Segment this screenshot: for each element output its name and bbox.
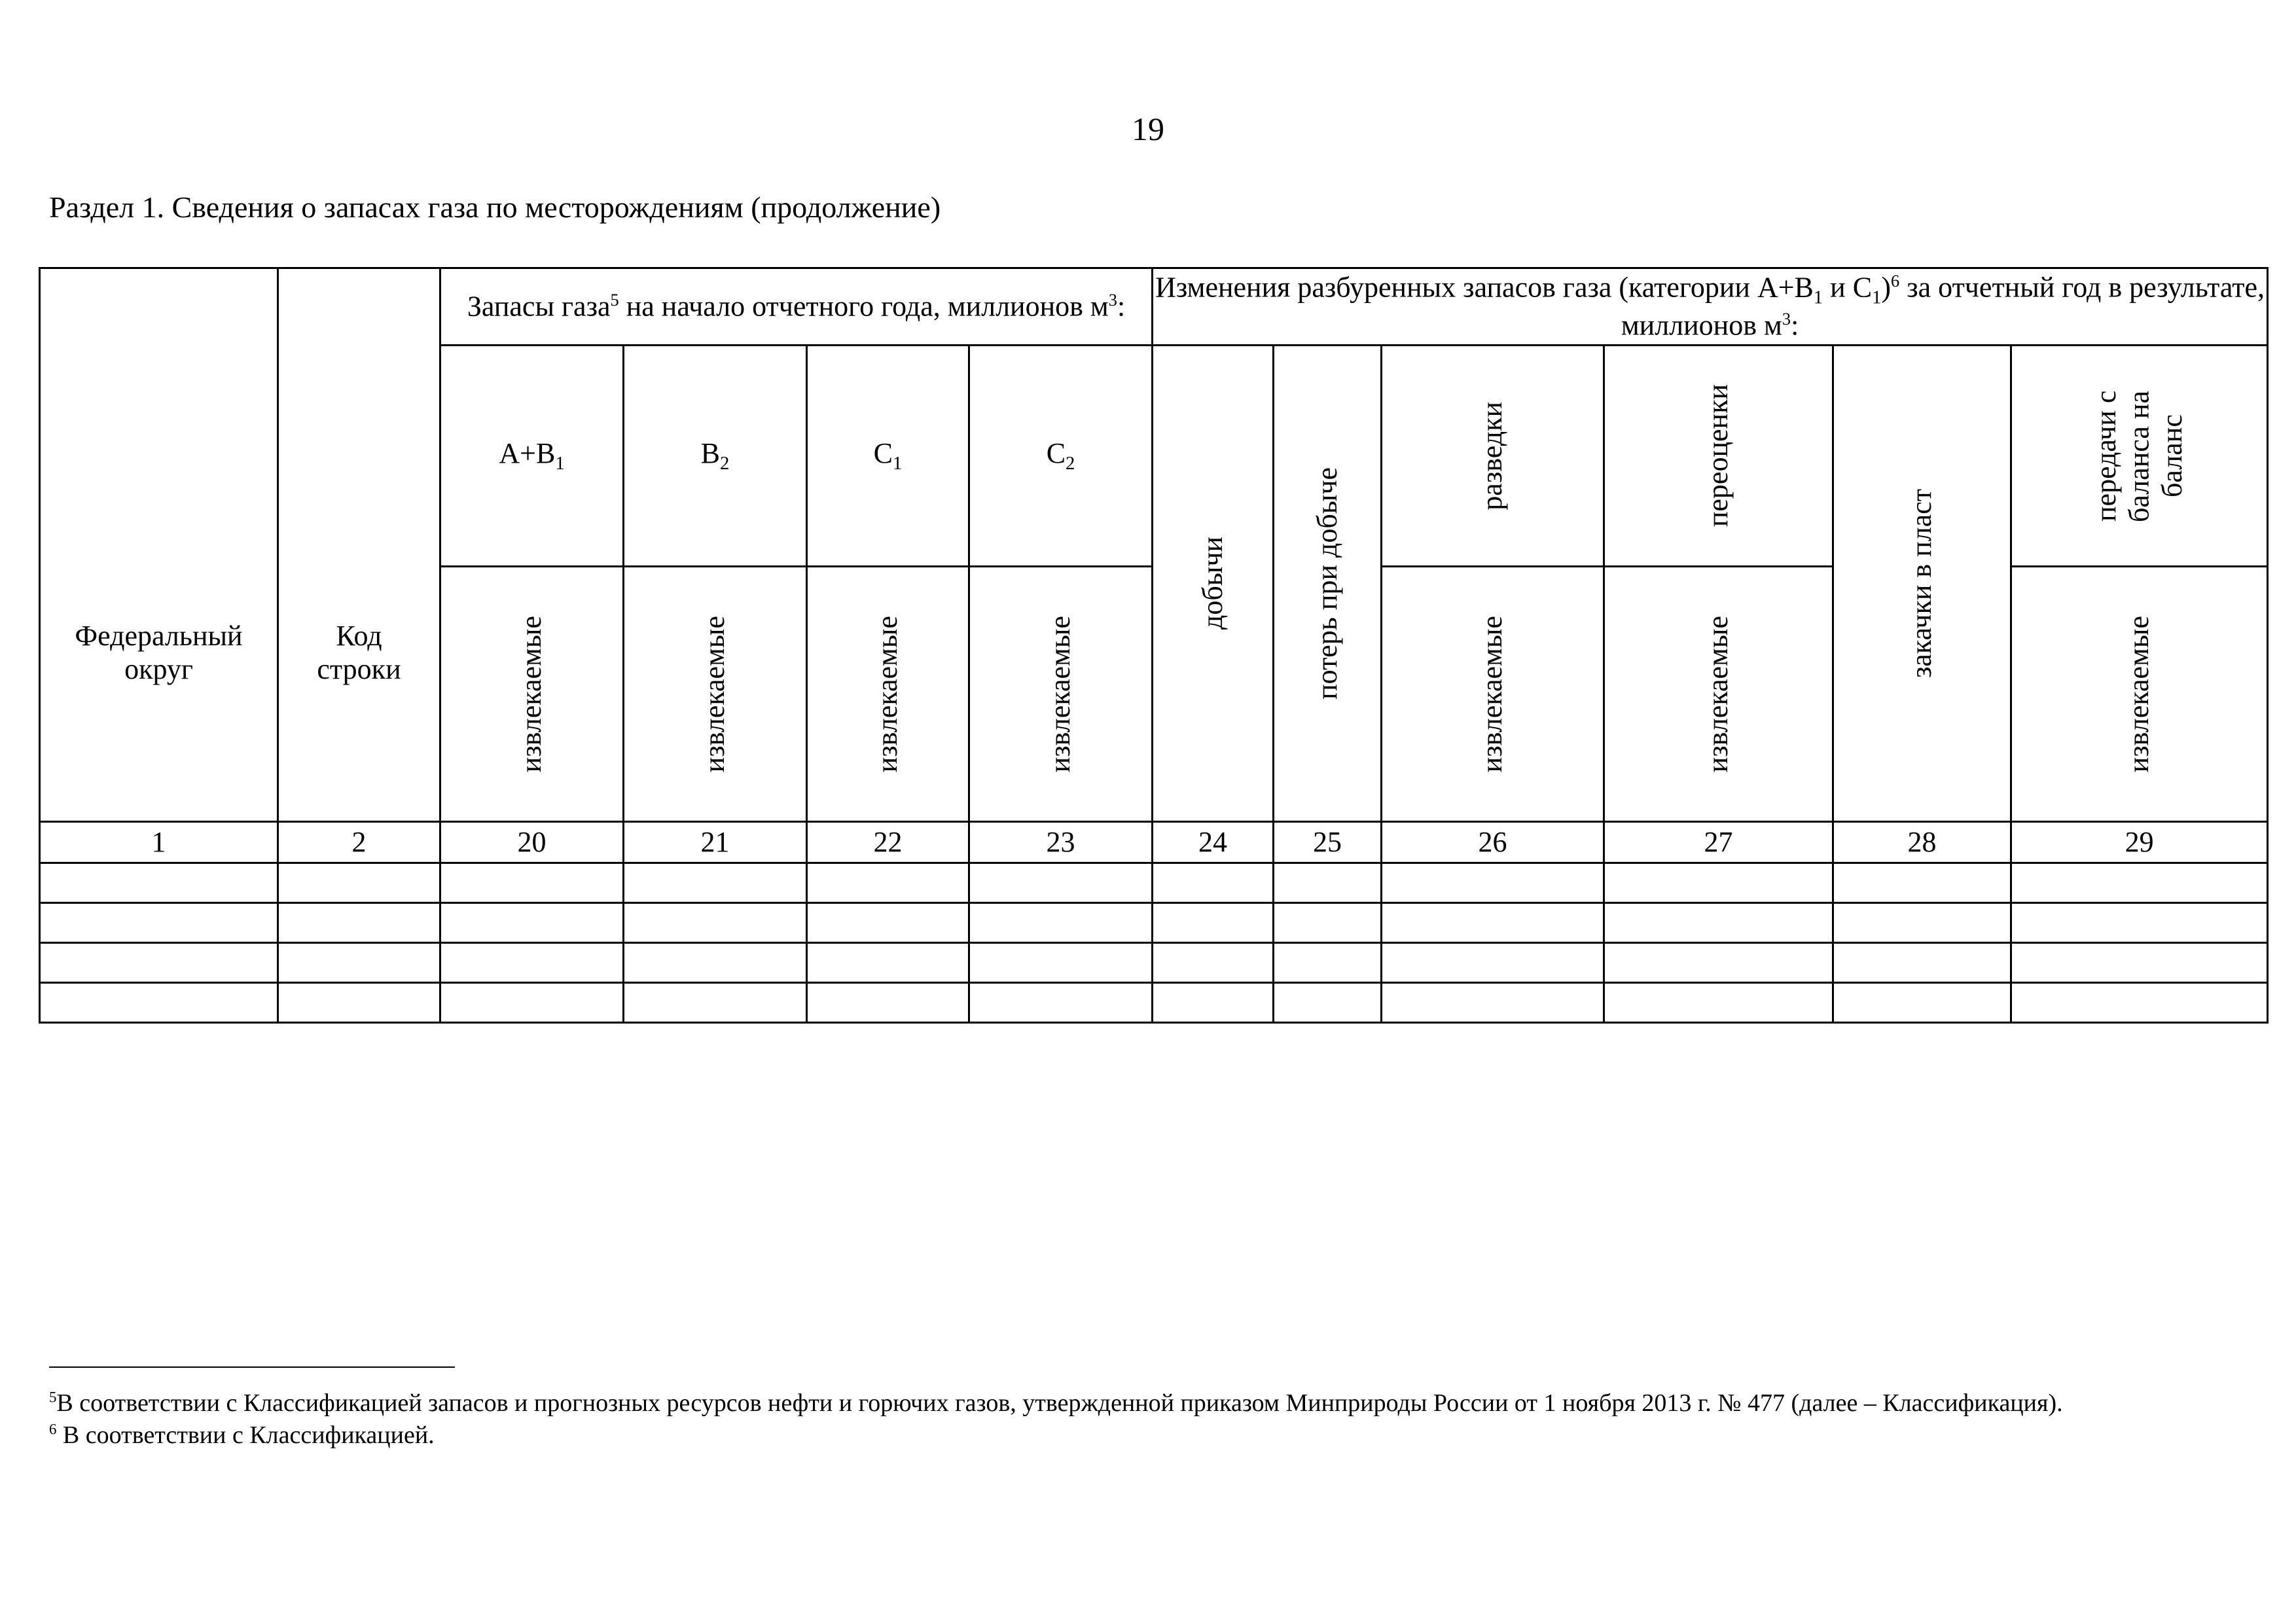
table-cell[interactable] <box>40 983 278 1023</box>
table-cell[interactable] <box>807 863 969 903</box>
header-category-c2: $С_2$ <box>969 346 1153 567</box>
table-cell[interactable] <box>40 903 278 943</box>
table-cell[interactable] <box>278 983 440 1023</box>
table-cell[interactable] <box>1833 863 2011 903</box>
table-cell[interactable] <box>1382 863 1604 903</box>
table-cell[interactable] <box>278 903 440 943</box>
column-number: 26 <box>1382 822 1604 863</box>
footnote-5: $^5$В соответствии с Классификацией запасов и прогнозных ресурсов нефти и горючих газов, утвержденной приказом Минприроды России от 1 ноября 2013 г. № 477 (далее – Классификация). <box>49 1389 2063 1417</box>
column-number: 1 <box>40 822 278 863</box>
column-number: 29 <box>2011 822 2268 863</box>
table-cell[interactable] <box>2011 863 2268 903</box>
table-cell[interactable] <box>807 903 969 943</box>
table-cell[interactable] <box>1382 903 1604 943</box>
header-changes-group: Изменения разбуренных запасов газа (категории $А+В_1$ и $С_1)^6$ за отчетный год в результате, миллионов $м^3$: <box>1153 268 2268 346</box>
section-title: Раздел 1. Сведения о запасах газа по месторождениям (продолжение) <box>49 190 941 224</box>
page-number: 19 <box>1132 111 1164 147</box>
header-category-ab1: $А+В_1$ <box>440 346 624 567</box>
gas-reserves-table <box>39 267 2269 1024</box>
table-cell[interactable] <box>1274 863 1382 903</box>
table-cell[interactable] <box>1274 903 1382 943</box>
column-number: 22 <box>807 822 969 863</box>
table-cell[interactable] <box>1274 983 1382 1023</box>
column-number: 28 <box>1833 822 2011 863</box>
header-transfer: передачи с баланса на баланс <box>2011 346 2268 567</box>
table-cell[interactable] <box>969 983 1153 1023</box>
header-production: добычи <box>1153 346 1274 822</box>
column-number-row <box>40 822 2268 863</box>
table-cell[interactable] <box>2011 943 2268 983</box>
table-row <box>40 983 2268 1023</box>
column-number: 24 <box>1153 822 1274 863</box>
footnotes <box>49 1387 2255 1452</box>
table-cell[interactable] <box>969 863 1153 903</box>
header-recoverable-22: извлекаемые <box>807 567 969 822</box>
header-losses: потерь при добыче <box>1274 346 1382 822</box>
footnote-6: $^6$ В соответствии с Классификацией. <box>49 1421 435 1450</box>
header-reassessment: переоценки <box>1604 346 1833 567</box>
table-cell[interactable] <box>969 903 1153 943</box>
header-recoverable-27: извлекаемые <box>1604 567 1833 822</box>
column-number: 23 <box>969 822 1153 863</box>
table-cell[interactable] <box>278 863 440 903</box>
header-recoverable-29: извлекаемые <box>2011 567 2268 822</box>
header-recoverable-21: извлекаемые <box>624 567 807 822</box>
table-cell[interactable] <box>440 943 624 983</box>
table-cell[interactable] <box>2011 903 2268 943</box>
table-cell[interactable] <box>1382 983 1604 1023</box>
header-injection: закачки в пласт <box>1833 346 2011 822</box>
header-line-code: Код строки <box>278 268 440 822</box>
table-cell[interactable] <box>278 943 440 983</box>
header-reserves-group: Запасы газа$^5$ на начало отчетного года, миллионов $м^3$: <box>440 268 1153 346</box>
column-number: 25 <box>1274 822 1382 863</box>
table-cell[interactable] <box>1604 903 1833 943</box>
table-cell[interactable] <box>807 943 969 983</box>
table-cell[interactable] <box>440 903 624 943</box>
table-cell[interactable] <box>1274 943 1382 983</box>
header-exploration: разведки <box>1382 346 1604 567</box>
table-cell[interactable] <box>969 943 1153 983</box>
table-cell[interactable] <box>624 863 807 903</box>
table-cell[interactable] <box>1833 983 2011 1023</box>
table-cell[interactable] <box>624 943 807 983</box>
table-cell[interactable] <box>440 863 624 903</box>
column-number: 20 <box>440 822 624 863</box>
header-category-b2: $В_2$ <box>624 346 807 567</box>
header-recoverable-26: извлекаемые <box>1382 567 1604 822</box>
header-federal-district: Федеральный округ <box>40 268 278 822</box>
table-cell[interactable] <box>1604 943 1833 983</box>
table-row <box>40 943 2268 983</box>
table-row <box>40 903 2268 943</box>
table-cell[interactable] <box>807 983 969 1023</box>
table-cell[interactable] <box>2011 983 2268 1023</box>
table-cell[interactable] <box>1153 863 1274 903</box>
table-cell[interactable] <box>440 983 624 1023</box>
footnote-rule <box>49 1366 455 1368</box>
column-number: 2 <box>278 822 440 863</box>
table-cell[interactable] <box>1153 943 1274 983</box>
table-cell[interactable] <box>1153 983 1274 1023</box>
table-cell[interactable] <box>1833 943 2011 983</box>
table-cell[interactable] <box>1604 863 1833 903</box>
table-cell[interactable] <box>624 983 807 1023</box>
column-number: 21 <box>624 822 807 863</box>
header-category-c1: $С_1$ <box>807 346 969 567</box>
table-row <box>40 863 2268 903</box>
table-cell[interactable] <box>40 943 278 983</box>
table-cell[interactable] <box>1833 903 2011 943</box>
table-cell[interactable] <box>624 903 807 943</box>
table-cell[interactable] <box>40 863 278 903</box>
table-cell[interactable] <box>1382 943 1604 983</box>
table-cell[interactable] <box>1153 903 1274 943</box>
header-recoverable-20: извлекаемые <box>440 567 624 822</box>
column-number: 27 <box>1604 822 1833 863</box>
table-cell[interactable] <box>1604 983 1833 1023</box>
empty-rows <box>40 863 2268 1023</box>
header-recoverable-23: извлекаемые <box>969 567 1153 822</box>
